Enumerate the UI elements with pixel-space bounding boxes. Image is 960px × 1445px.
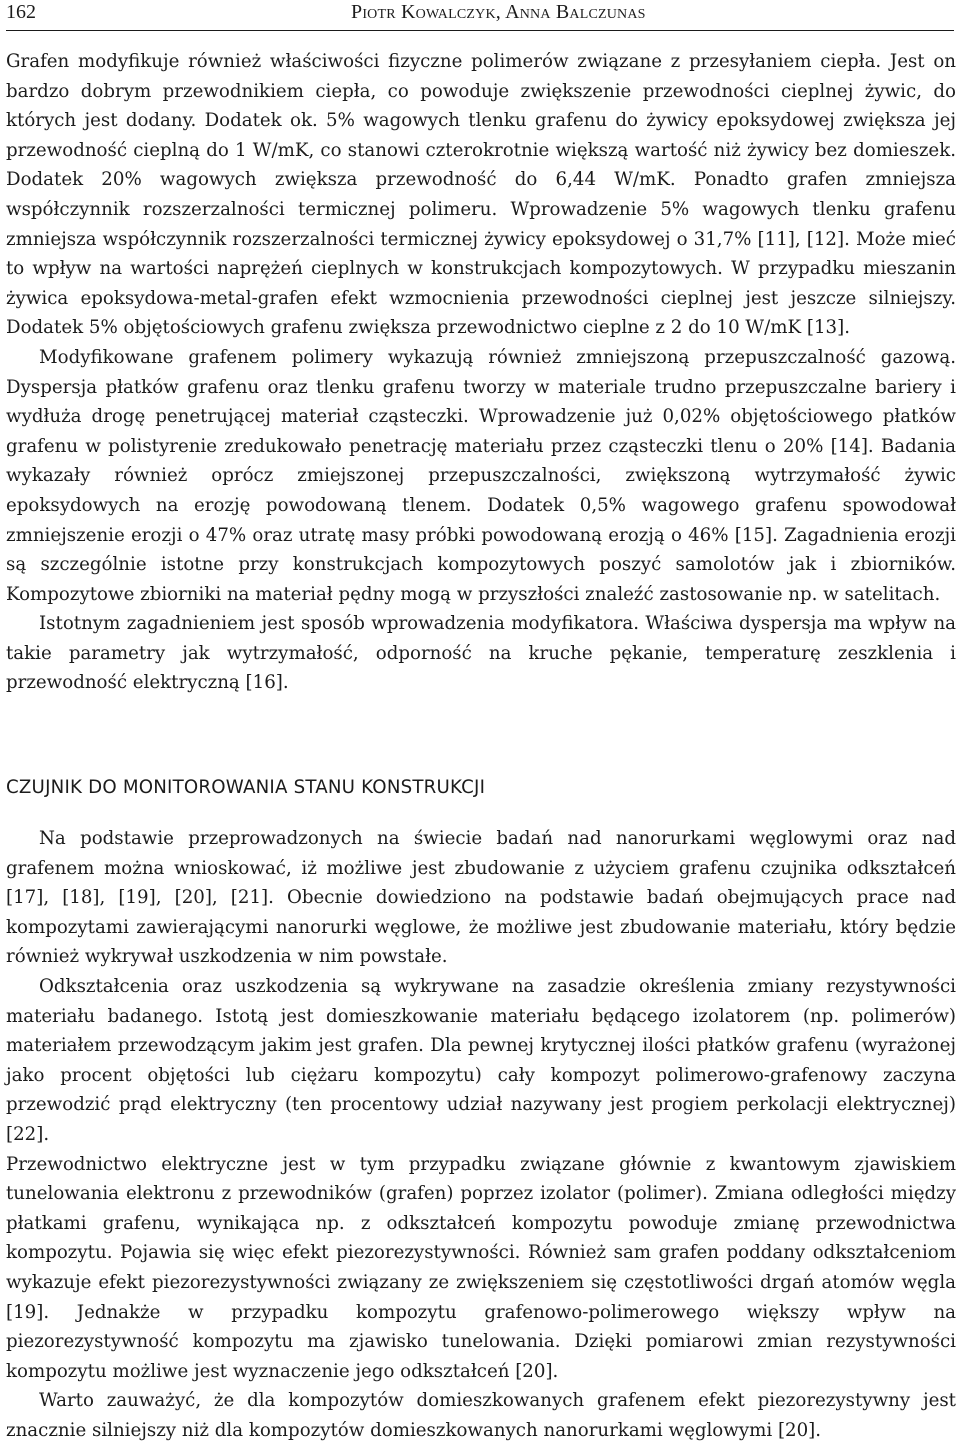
paragraph: Warto zauważyć, że dla kompozytów domieszkowanych grafenem efekt piezorezystywny jest znacznie silniejszy niż dla kompozytów domieszkowanych nanorurkami węglowymi [20]. <box>6 1390 956 1441</box>
section-body-2 <box>6 824 956 1445</box>
paragraph: Odkształcenia oraz uszkodzenia są wykrywane na zasadzie określenia zmiany rezystywności materiału badanego. Istotą jest domieszkowanie materiału będącego izolatorem (np. polimerów) materiałem przewodzącym jakim jest grafen. Dla pewnej krytycznej ilości płatków grafenu (wyrażonej jako procent objętości lub ciężaru kompozytu) cały kompozyt polimerowo-grafenowy zaczyna przewodzić prąd elektryczny (ten procentowy udział nazywany jest progiem perkolacji elektrycznej) [22]. <box>6 975 956 1145</box>
paragraph: Modyfikowane grafenem polimery wykazują również zmniejszoną przepuszczalność gazową. Dyspersja płatków grafenu oraz tlenku grafenu tworzy w materiale trudno przepuszczalne bariery i wydłuża drogę penetrującej materiał cząsteczki. Wprowadzenie już 0,02% objętościowego płatków grafenu w polistyrenie zredukowało penetrację materiału przez cząsteczki tlenu o 20% [14]. Badania wykazały również oprócz zmiejszonej przepuszczalności, zwiększoną wytrzymałość żywic epoksydowych na erozję powodowaną tlenem. Dodatek 0,5% wagowego grafenu spowodował zmniejszenie erozji o 47% oraz utratę masy próbki powodowaną erozją o 46% [15]. Zagadnienia erozji są szczególnie istotne przy konstrukcjach kompozytowych poszyć samolotów jak i zbiorników. Kompozytowe zbiorniki na materiał pędny mogą w przyszłości znaleźć zastosowanie np. w satelitach. <box>6 346 956 605</box>
page-number: 162 <box>6 1 36 23</box>
section-body-1 <box>6 47 956 698</box>
paragraph: Istotnym zagadnieniem jest sposób wprowadzenia modyfikatora. Właściwa dyspersja ma wpływ na takie parametry jak wytrzymałość, odporność na kruche pękanie, temperaturę zeszklenia i przewodność elektryczną [16]. <box>6 613 956 694</box>
paragraph: Przewodnictwo elektryczne jest w tym przypadku związane głównie z kwantowym zjawiskiem tunelowania elektronu z przewodników (grafen) poprzez izolator (polimer). Zmiana odległości między płatkami grafenu, wynikająca np. z odkształceń kompozytu powoduje zmianę przewodnictwa kompozytu. Pojawia się więc efekt piezorezystywności. Również sam grafen poddany odkształceniom wykazuje efekt piezorezystywności związany ze zwiększeniem się częstotliwości drgań atomów węgla [19]. Jednakże w przypadku kompozytu grafenowo-polimerowego większy wpływ na piezorezystywność kompozytu ma zjawisko tunelowania. Dzięki pomiarowi zmian rezystywności kompozytu możliwe jest wyznaczenie jego odkształceń [20]. <box>6 1153 956 1382</box>
section-heading: CZUJNIK DO MONITOROWANIA STANU KONSTRUKCJI <box>6 777 486 798</box>
running-header <box>6 0 954 31</box>
running-head-authors: Piotr Kowalczyk, Anna Balczunas <box>351 1 646 23</box>
paragraph: Grafen modyfikuje również właściwości fizyczne polimerów związane z przesyłaniem ciepła. Jest on bardzo dobrym przewodnikiem ciepła, co powoduje zwiększenie przewodności cieplnej żywic, do których jest dodany. Dodatek ok. 5% wagowych tlenku grafenu do żywicy epoksydowej zwiększa jej przewodność cieplną do 1 W/mK, co stanowi czterokrotnie większą wartość niż żywicy bez domieszek. Dodatek 20% wagowych zwiększa przewodność do 6,44 W/mK. Ponadto grafen zmniejsza współczynnik rozszerzalności termicznej polimeru. Wprowadzenie 5% wagowych tlenku grafenu zmniejsza współczynnik rozszerzalności termicznej żywicy epoksydowej o 31,7% [11], [12]. Może mieć to wpływ na wartości naprężeń cieplnych w konstrukcjach kompozytowych. W przypadku mieszanin żywica epoksydowa-metal-grafen efekt wzmocnienia przewodności cieplnej jest jeszcze silniejszy. Dodatek 5% objętościowych grafenu zwiększa przewodnictwo cieplne z 2 do 10 W/mK [13]. <box>6 51 956 339</box>
paragraph: Na podstawie przeprowadzonych na świecie badań nad nanorurkami węglowymi oraz nad grafenem można wnioskować, iż możliwe jest zbudowanie z użyciem grafenu czujnika odkształceń [17], [18], [19], [20], [21]. Obecnie dowiedziono na podstawie badań obejmujących prace nad kompozytami zawierającymi nanorurki węglowe, że możliwe jest zbudowanie materiału, który będzie również wykrywał uszkodzenia w nim powstałe. <box>6 828 956 968</box>
